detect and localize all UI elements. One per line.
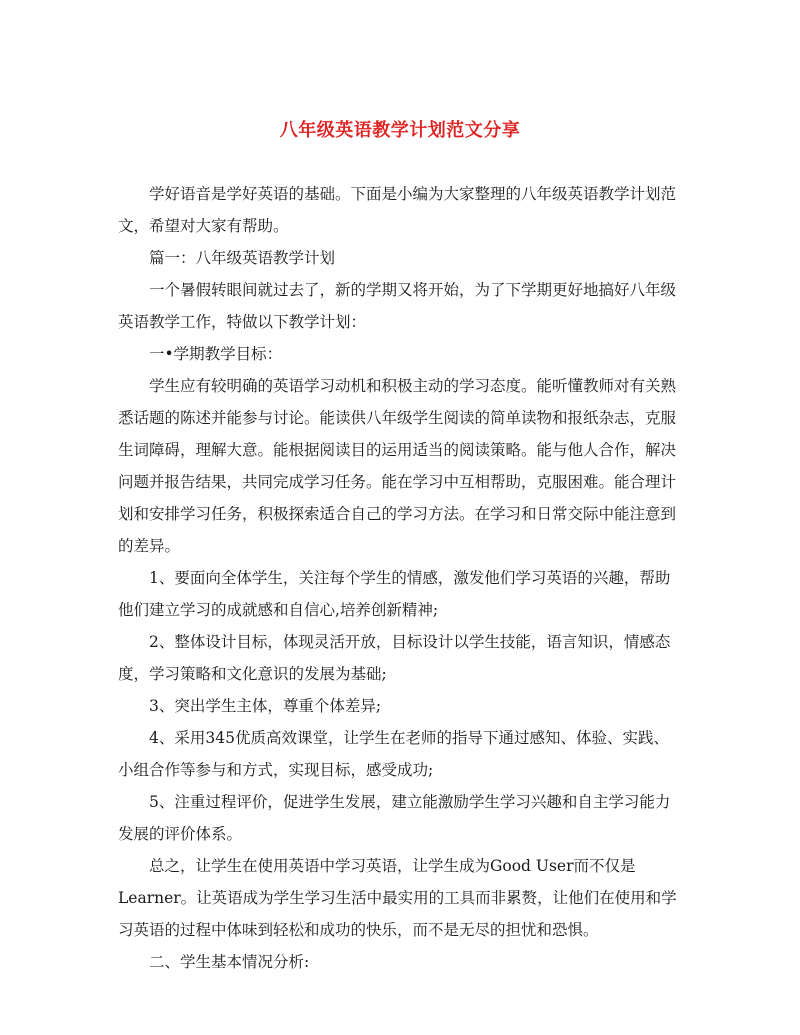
paragraph-section-heading: 篇一：八年级英语教学计划: [149, 249, 336, 267]
document-title: 八年级英语教学计划范文分享: [279, 120, 521, 141]
paragraph-intro: 学好语音是学好英语的基础。下面是小编为大家整理的八年级英语教学计划范文，希望对大家有帮助。: [118, 185, 677, 235]
list-item-2: 2、整体设计目标，体现灵活开放，目标设计以学生技能，语言知识，情感态度，学习策略和文化意识的发展为基础;: [118, 633, 671, 683]
list-item-5: 5、注重过程评价，促进学生发展，建立能激励学生学习兴趣和自主学习能力发展的评价体系。: [118, 793, 671, 843]
paragraph-opening: 一个暑假转眼间就过去了，新的学期又将开始，为了下学期更好地搞好八年级英语教学工作，特做以下教学计划：: [118, 281, 677, 331]
list-item-1: 1、要面向全体学生，关注每个学生的情感，激发他们学习英语的兴趣，帮助他们建立学习的成就感和自信心,培养创新精神;: [118, 569, 671, 619]
paragraph-student-analysis-heading: 二、学生基本情况分析:: [149, 953, 310, 971]
list-item-3: 3、突出学生主体，尊重个体差异;: [149, 697, 382, 715]
list-item-4: 4、采用345优质高效课堂，让学生在老师的指导下通过感知、体验、实践、小组合作等参与和方式，实现目标，感受成功;: [118, 729, 669, 779]
paragraph-goals-body: 学生应有较明确的英语学习动机和积极主动的学习态度。能听懂教师对有关熟悉话题的陈述并能参与讨论。能读供八年级学生阅读的简单读物和报纸杂志，克服生词障碍，理解大意。能根据阅读目的运用适当的阅读策略。能与他人合作，解决问题并报告结果，共同完成学习任务。能在学习中互相帮助，克服困难。能合理计划和安排学习任务，积极探索适合自己的学习方法。在学习和日常交际中能注意到的差异。: [118, 377, 677, 555]
document-body: [118, 178, 684, 978]
paragraph-goals-heading: 一•学期教学目标：: [149, 345, 283, 363]
paragraph-summary: 总之，让学生在使用英语中学习英语，让学生成为Good User而不仅是Learner。让英语成为学生学习生活中最实用的工具而非累赘，让他们在使用和学习英语的过程中体味到轻松和成功的快乐，而不是无尽的担忧和恐惧。: [118, 857, 677, 939]
